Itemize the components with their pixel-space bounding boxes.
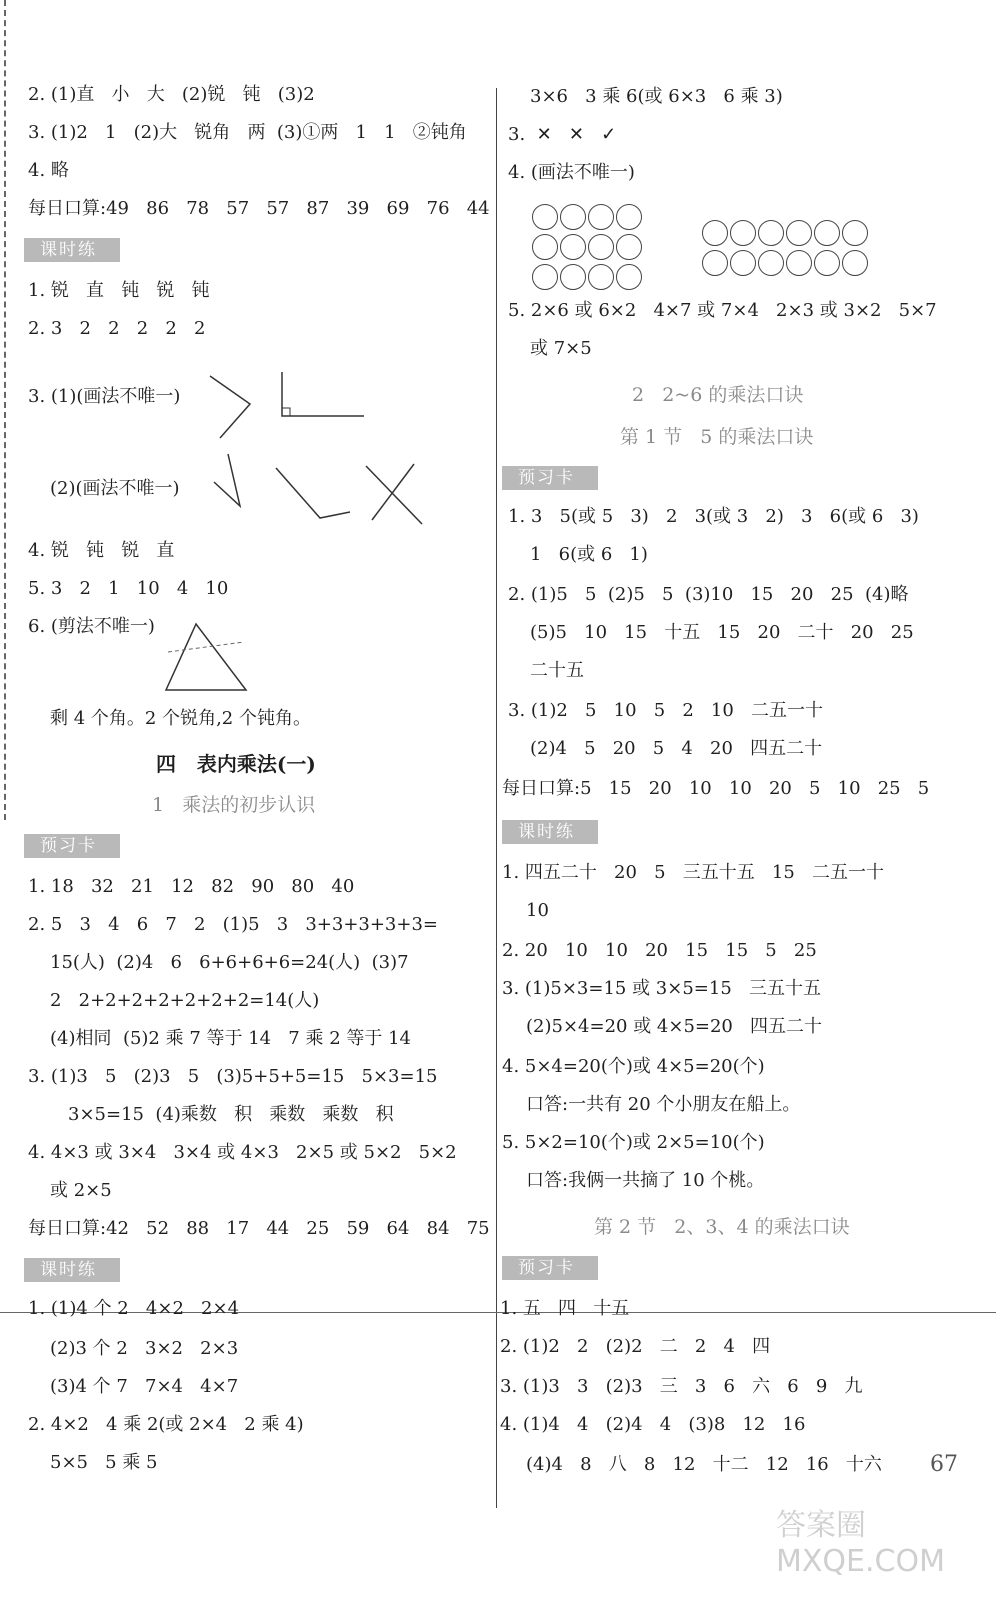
answer-line: (5)5 10 15 十五 15 20 二十 20 25 <box>530 622 914 643</box>
answer-line: 3. (1)5×3=15 或 3×5=15 三五十五 <box>502 978 821 999</box>
answer-line: 5. 3 2 1 10 4 10 <box>28 578 229 599</box>
triangle-cut-drawing <box>160 620 250 696</box>
answer-line: 3×6 3 乘 6(或 6×3 6 乘 3) <box>530 86 783 107</box>
answer-line: (4)4 8 八 8 12 十二 12 16 十六 <box>526 1454 882 1475</box>
chapter-title: 四 表内乘法(一) <box>156 752 316 776</box>
answer-line: 3. (1)(画法不唯一) <box>28 386 181 407</box>
answer-line: (2)5×4=20 或 4×5=20 四五二十 <box>526 1016 823 1037</box>
daily-mental-math: 每日口算:42 52 88 17 44 25 59 64 84 75 <box>28 1218 490 1239</box>
answer-line: 15(人) (2)4 6 6+6+6+6=24(人) (3)7 <box>50 952 409 973</box>
answer-line: 4. (画法不唯一) <box>508 162 635 183</box>
answer-line: (3)4 个 7 7×4 4×7 <box>50 1376 239 1397</box>
site-watermark: 答案圈 MXQE.COM <box>776 1508 945 1579</box>
answer-line: 3. (1)3 5 (2)3 5 (3)5+5+5=15 5×3=15 <box>28 1066 438 1087</box>
page-number: 67 <box>930 1452 958 1477</box>
answer-line: (2)3 个 2 3×2 2×3 <box>50 1338 239 1359</box>
unit-title: 2 2~6 的乘法口诀 <box>632 384 804 406</box>
answer-line: (4)相同 (5)2 乘 7 等于 14 7 乘 2 等于 14 <box>50 1028 411 1049</box>
answer-line: (2)(画法不唯一) <box>50 478 180 499</box>
answer-line: 2. 20 10 10 20 15 15 5 25 <box>502 940 817 961</box>
angle-drawings-1 <box>210 366 380 446</box>
answer-line: 3. (1)2 1 (2)大 锐角 两 (3)①两 1 1 ②钝角 <box>28 122 467 143</box>
section-title: 1 乘法的初步认识 <box>152 794 316 816</box>
cut-margin-line <box>4 0 6 820</box>
answer-line: 3. (1)2 5 10 5 2 10 二五一十 <box>508 700 823 721</box>
answer-line: 4. 略 <box>28 160 69 181</box>
answer-line: 口答:一共有 20 个小朋友在船上。 <box>526 1094 801 1115</box>
answer-line: 1 6(或 6 1) <box>530 544 648 565</box>
answer-line: 二十五 <box>530 660 584 681</box>
answer-line: 10 <box>526 900 549 921</box>
answer-line: 1. 18 32 21 12 82 90 80 40 <box>28 876 355 897</box>
answer-line: 2 2+2+2+2+2+2+2=14(人) <box>50 990 320 1011</box>
section-1-title: 第 1 节 5 的乘法口诀 <box>620 426 814 448</box>
answer-line: 1. 锐 直 钝 锐 钝 <box>28 280 210 301</box>
answer-line: 1. 五 四 十五 <box>500 1298 630 1319</box>
answer-line: 4. 5×4=20(个)或 4×5=20(个) <box>502 1056 765 1077</box>
answer-line: 2. (1)直 小 大 (2)锐 钝 (3)2 <box>28 84 315 105</box>
answer-line: 3×5=15 (4)乘数 积 乘数 乘数 积 <box>68 1104 394 1125</box>
tag-keshi-lian: 课时练 <box>502 820 598 844</box>
circle-group-3x4 <box>532 204 640 290</box>
tag-yuxi-ka: 预习卡 <box>502 466 598 490</box>
answer-line: (2)4 5 20 5 4 20 四五二十 <box>530 738 823 759</box>
answer-line: 3. ✕ ✕ ✓ <box>508 124 617 145</box>
answer-line: 1. 四五二十 20 5 三五十五 15 二五一十 <box>502 862 884 883</box>
answer-line: 或 2×5 <box>50 1180 112 1201</box>
daily-mental-math: 每日口算:49 86 78 57 57 87 39 69 76 44 <box>28 198 490 219</box>
angle-drawings-2 <box>210 454 430 534</box>
answer-line: 4. (1)4 4 (2)4 4 (3)8 12 16 <box>500 1414 806 1435</box>
answer-line: 3. (1)3 3 (2)3 三 3 6 六 6 9 九 <box>500 1376 863 1397</box>
answer-line: 2. 5 3 4 6 7 2 (1)5 3 3+3+3+3+3= <box>28 914 439 935</box>
answer-line: 5. 5×2=10(个)或 2×5=10(个) <box>502 1132 765 1153</box>
answer-line: 5×5 5 乘 5 <box>50 1452 158 1473</box>
answer-line: 4. 4×3 或 3×4 3×4 或 4×3 2×5 或 5×2 5×2 <box>28 1142 457 1163</box>
answer-line: 口答:我俩一共摘了 10 个桃。 <box>526 1170 765 1191</box>
tag-yuxi-ka-2: 预习卡 <box>502 1256 598 1280</box>
answer-line: 2. (1)2 2 (2)2 二 2 4 四 <box>500 1336 771 1357</box>
tag-keshi-lian-2: 课时练 <box>24 1258 120 1282</box>
answer-line: 4. 锐 钝 锐 直 <box>28 540 175 561</box>
answer-line: 1. (1)4 个 2 4×2 2×4 <box>28 1298 240 1319</box>
section-2-title: 第 2 节 2、3、4 的乘法口诀 <box>594 1216 850 1238</box>
answer-line: 或 7×5 <box>530 338 592 359</box>
circle-group-2x6 <box>702 220 866 276</box>
answer-line: 5. 2×6 或 6×2 4×7 或 7×4 2×3 或 3×2 5×7 <box>508 300 937 321</box>
answer-line: 剩 4 个角。2 个锐角,2 个钝角。 <box>50 708 311 729</box>
answer-line: 2. 3 2 2 2 2 2 <box>28 318 206 339</box>
answer-line: 1. 3 5(或 5 3) 2 3(或 3 2) 3 6(或 6 3) <box>508 506 919 527</box>
column-divider <box>496 88 497 1508</box>
daily-mental-math: 每日口算:5 15 20 10 10 20 5 10 25 5 <box>502 778 930 799</box>
answer-line: 2. (1)5 5 (2)5 5 (3)10 15 20 25 (4)略 <box>508 584 909 605</box>
answer-line: 6. (剪法不唯一) <box>28 616 155 637</box>
answer-line: 2. 4×2 4 乘 2(或 2×4 2 乘 4) <box>28 1414 304 1435</box>
tag-keshi-lian: 课时练 <box>24 238 120 262</box>
tag-yuxi-ka: 预习卡 <box>24 834 120 858</box>
